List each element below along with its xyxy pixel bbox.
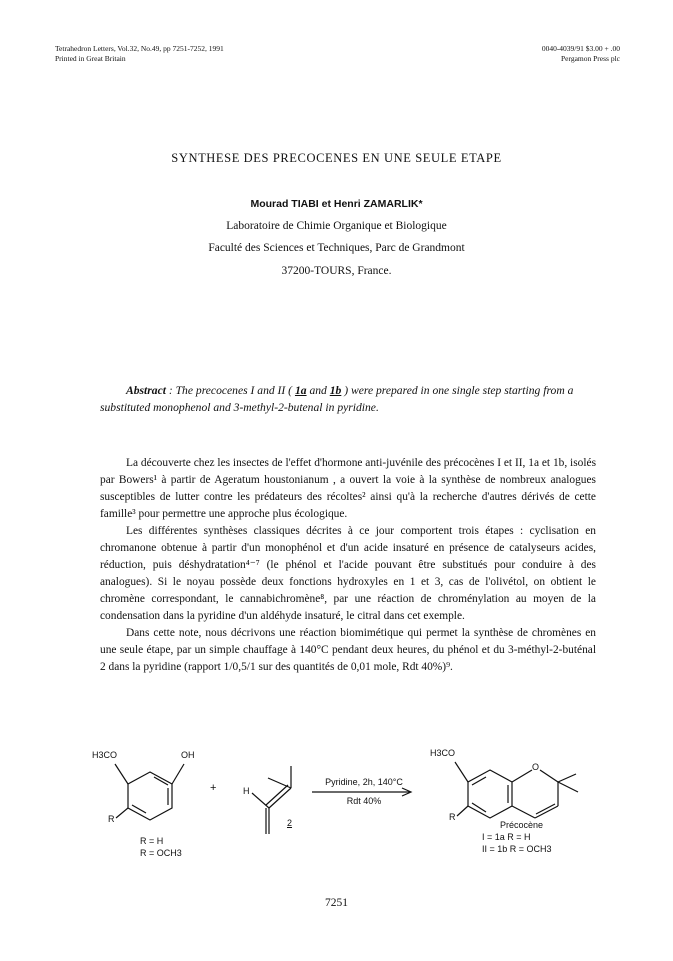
abstract xyxy=(100,382,596,416)
product-benzene-ring xyxy=(468,770,512,818)
product-name: Précocène xyxy=(500,820,544,830)
product-r: R xyxy=(449,812,456,822)
conditions-yield: Rdt 40% xyxy=(346,796,382,806)
reactant1-methoxy: H3CO xyxy=(92,750,118,760)
aldehyde-h: H xyxy=(243,786,250,796)
reactant1-r: R xyxy=(108,814,115,824)
r-definition-1: R = H xyxy=(140,836,164,846)
abstract-ref-1a: 1a xyxy=(294,384,307,397)
product-ring-oxygen: O xyxy=(532,762,540,772)
authors: Mourad TIABI et Henri ZAMARLIK* xyxy=(250,198,423,210)
plus-sign: + xyxy=(210,782,217,794)
product-definition-2: II = 1b R = OCH3 xyxy=(482,844,552,854)
issn-price: 0040-4039/91 $3.00 + .00 xyxy=(541,44,620,53)
journal-header-left xyxy=(55,44,224,64)
body-text xyxy=(100,455,596,676)
compound-2-label: 2 xyxy=(287,818,293,828)
abstract-text-2: ) were prepared in one single step starting from a substituted monophenol and 3-methyl-2-butenal in pyridine. xyxy=(100,384,574,414)
affiliation-line1: Laboratoire de Chimie Organique et Biologique xyxy=(226,220,447,232)
abstract-label: Abstract xyxy=(126,384,166,397)
abstract-text-mid: and xyxy=(306,384,330,397)
page-number: 7251 xyxy=(325,897,348,909)
printed-in: Printed in Great Britain xyxy=(55,54,126,63)
product-definition-1: I = 1a R = H xyxy=(482,832,531,842)
publisher: Pergamon Press plc xyxy=(560,54,620,63)
paper-title: SYNTHESE DES PRECOCENES EN UNE SEULE ETAPE xyxy=(171,151,502,165)
paragraph-3: Dans cette note, nous décrivons une réaction biomimétique qui permet la synthèse de chromènes en une seule étape, par un simple chauffage à 140°C pendant deux heures, du phénol et du 3-méthyl-2-buténal 2 dans la pyridine (rapport 1/0,5/1 sur des quantités de 0,01 mole, Rdt 40%)⁹. xyxy=(100,627,596,673)
journal-citation: Tetrahedron Letters, Vol.32, No.49, pp 7251-7252, 1991 xyxy=(55,44,224,53)
reactant1-hydroxyl: OH xyxy=(181,750,195,760)
journal-header-right xyxy=(490,44,620,64)
reactant1-ring xyxy=(128,772,172,820)
conditions-top: Pyridine, 2h, 140°C xyxy=(325,777,403,787)
paragraph-2: Les différentes synthèses classiques décrites à ce jour comportent trois étapes : cyclisation en chromanone obtenue à partir d'un monophénol et d'un acide insaturé en présence de catalyseurs acides, réduction, puis déshydratation⁴⁻⁷ (le phénol et l'acide pouvant être substitués pour conduire à des analogues). Si le noyau possède deux fonctions hydroxyles en 1 et 3, cas de l'olivétol, on obtient le chromène correspondant, le cannabichromène⁸, par une réaction de chroménylation au moyen de la condensation dans la pyridine d'un aldéhyde insaturé, le citral dans cet exemple. xyxy=(100,525,596,622)
abstract-text-1: : The precocenes I and II ( xyxy=(165,384,295,397)
reaction-scheme xyxy=(80,748,600,868)
abstract-ref-1b: 1b xyxy=(329,384,342,397)
r-definition-2: R = OCH3 xyxy=(140,848,182,858)
product-methoxy: H3CO xyxy=(430,748,456,758)
affiliation-line2: Faculté des Sciences et Techniques, Parc de Grandmont xyxy=(208,242,465,254)
affiliation-line3: 37200-TOURS, France. xyxy=(281,265,392,277)
paragraph-1: La découverte chez les insectes de l'effet d'hormone anti-juvénile des précocènes I et II, 1a et 1b, isolés par Bowers¹ à partir de Ageratum houstonianum , a ouvert la voie à la synthèse de nombreux analogues susceptibles de lutter contre les prédateurs des récoltes² ainsi qu'à la recherche d'autres dérivés de cette famille³ pour permettre une approche plus écologique. xyxy=(100,457,596,520)
